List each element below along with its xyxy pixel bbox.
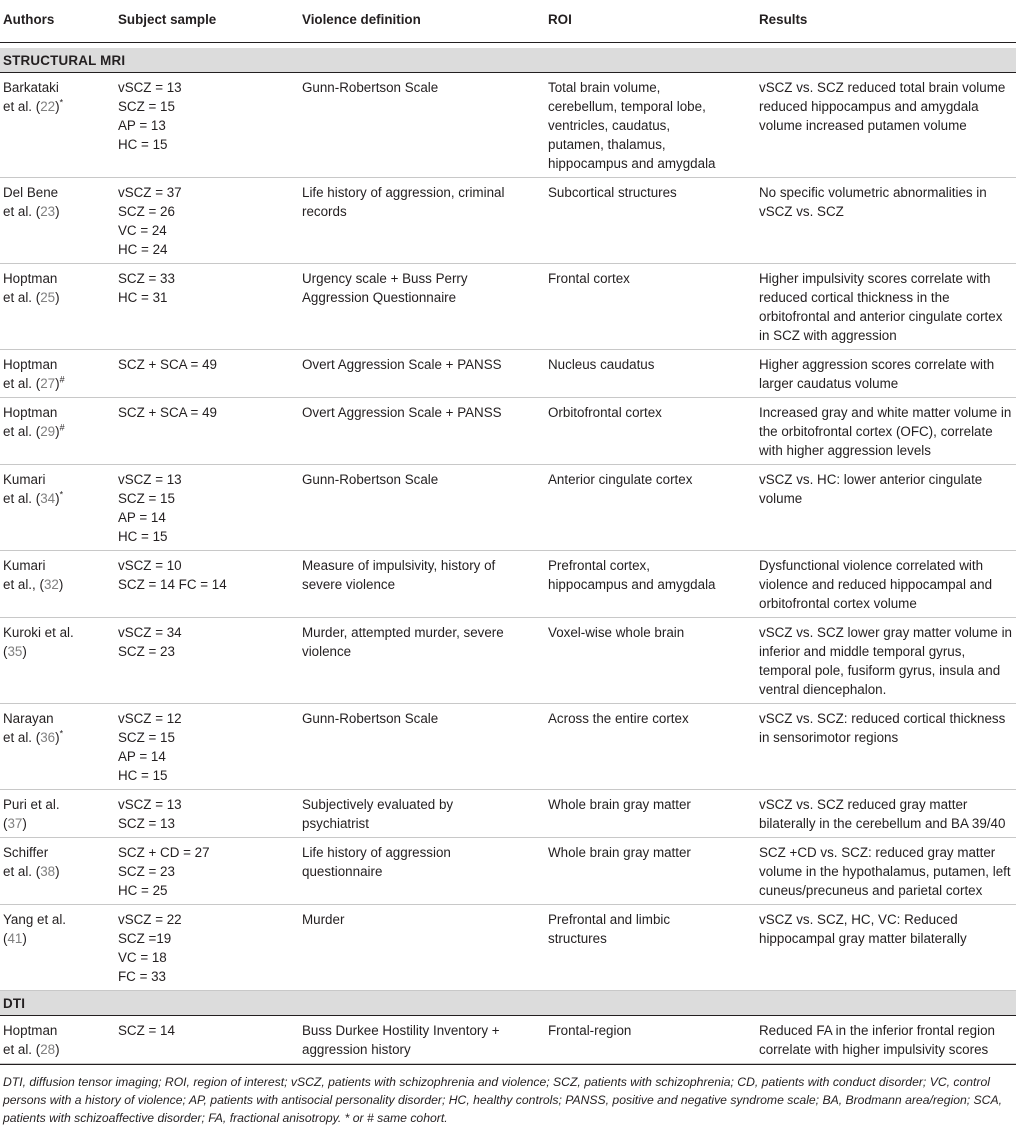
sample-line: vSCZ = 22 xyxy=(118,912,182,927)
cohort-mark: * xyxy=(59,728,64,739)
cell-authors xyxy=(0,178,116,264)
roi-line: Subcortical structures xyxy=(548,185,677,200)
cell-results xyxy=(757,350,1016,398)
definition-line: Murder xyxy=(302,912,345,927)
results-line: vSCZ vs. SCZ lower gray matter volume in xyxy=(759,625,1012,640)
citation-prefix: et al. ( xyxy=(3,491,41,506)
sample-line: HC = 15 xyxy=(118,137,168,152)
citation-prefix: et al. ( xyxy=(3,376,41,391)
results-line: Higher aggression scores correlate with xyxy=(759,357,995,372)
cell-results xyxy=(757,1016,1016,1064)
citation-prefix: et al. ( xyxy=(3,1042,41,1057)
roi-line: Total brain volume, xyxy=(548,80,661,95)
results-line: larger caudatus volume xyxy=(759,376,899,391)
cell-subject-sample xyxy=(116,178,300,264)
cell-subject-sample xyxy=(116,350,300,398)
cell-subject-sample xyxy=(116,398,300,465)
cell-violence-definition xyxy=(300,264,546,350)
citation-prefix: et al. ( xyxy=(3,864,41,879)
reference-link[interactable]: 22 xyxy=(40,99,56,114)
table-row xyxy=(0,264,1016,350)
section-title: DTI xyxy=(0,991,1016,1016)
results-line: inferior and middle temporal gyrus, xyxy=(759,644,966,659)
definition-line: severe violence xyxy=(302,577,396,592)
cell-subject-sample xyxy=(116,73,300,178)
cell-results xyxy=(757,398,1016,465)
definition-line: Urgency scale + Buss Perry xyxy=(302,271,468,286)
cell-violence-definition xyxy=(300,1016,546,1064)
results-line: vSCZ vs. SCZ, HC, VC: Reduced xyxy=(759,912,958,927)
citation-suffix: ) xyxy=(55,1042,60,1057)
reference-link[interactable]: 38 xyxy=(40,864,56,879)
reference-link[interactable]: 34 xyxy=(40,491,56,506)
citation-prefix: et al. ( xyxy=(3,204,41,219)
author-citation xyxy=(3,422,114,441)
results-line: with higher aggression levels xyxy=(759,443,931,458)
sample-line: SCZ + SCA = 49 xyxy=(118,357,217,372)
results-line: SCZ +CD vs. SCZ: reduced gray matter xyxy=(759,845,996,860)
cohort-mark: * xyxy=(59,97,64,108)
header-authors: Authors xyxy=(0,0,116,43)
table-row xyxy=(0,551,1016,618)
sample-line: SCZ = 15 xyxy=(118,730,175,745)
sample-line: vSCZ = 34 xyxy=(118,625,182,640)
definition-line: Gunn-Robertson Scale xyxy=(302,711,439,726)
results-line: ventral diencephalon. xyxy=(759,682,887,697)
roi-line: Frontal-region xyxy=(548,1023,632,1038)
roi-line: putamen, thalamus, xyxy=(548,137,666,152)
header-results: Results xyxy=(757,0,1016,43)
sample-line: HC = 15 xyxy=(118,768,168,783)
cell-subject-sample xyxy=(116,551,300,618)
results-line: violence and reduced hippocampal and xyxy=(759,577,993,592)
table-row xyxy=(0,73,1016,178)
definition-line: violence xyxy=(302,644,352,659)
results-line: vSCZ vs. SCZ reduced gray matter xyxy=(759,797,968,812)
cohort-mark: # xyxy=(59,422,65,433)
roi-line: Anterior cingulate cortex xyxy=(548,472,693,487)
citation-prefix: et al., ( xyxy=(3,577,44,592)
cell-subject-sample xyxy=(116,704,300,790)
roi-line: Prefrontal cortex, xyxy=(548,558,650,573)
results-line: vSCZ vs. SCZ reduced total brain volume xyxy=(759,80,1006,95)
author-name: Hoptman xyxy=(3,1023,58,1038)
definition-line: questionnaire xyxy=(302,864,383,879)
sample-line: SCZ = 23 xyxy=(118,864,175,879)
cell-subject-sample xyxy=(116,1016,300,1064)
results-line: orbitofrontal and anterior cingulate cortex xyxy=(759,309,1003,324)
sample-line: SCZ = 14 xyxy=(118,1023,175,1038)
cell-roi xyxy=(546,905,757,991)
cell-subject-sample xyxy=(116,465,300,551)
cell-roi xyxy=(546,790,757,838)
citation-prefix: et al. ( xyxy=(3,730,41,745)
cell-authors xyxy=(0,551,116,618)
reference-link[interactable]: 36 xyxy=(40,730,56,745)
table-row xyxy=(0,618,1016,704)
table-footnote: DTI, diffusion tensor imaging; ROI, region of interest; vSCZ, patients with schizophrenia and violence; SCZ, patients with schizophrenia; CD, patients with conduct disorder; VC, control persons with a history of violence; AP, patients with antisocial personality disorder; HC, healthy controls; PANSS, positive and negative syndrome scale; BA, Brodmann area/region; SCA, patients with schizoaffective disorder; FA, fractional anisotropy. * or # same cohort. xyxy=(0,1064,1016,1127)
reference-link[interactable]: 32 xyxy=(43,577,59,592)
table-row xyxy=(0,790,1016,838)
sample-line: SCZ = 15 xyxy=(118,99,175,114)
sample-line: SCZ = 23 xyxy=(118,644,175,659)
sample-line: HC = 24 xyxy=(118,242,168,257)
results-line: No specific volumetric abnormalities in xyxy=(759,185,987,200)
sample-line: AP = 14 xyxy=(118,749,166,764)
author-name: Hoptman xyxy=(3,357,58,372)
cell-roi xyxy=(546,838,757,905)
cell-subject-sample xyxy=(116,905,300,991)
citation-suffix: ) xyxy=(58,577,64,592)
table-row xyxy=(0,1016,1016,1064)
citation-prefix: ( xyxy=(3,644,8,659)
definition-line: Life history of aggression, criminal xyxy=(302,185,505,200)
header-roi: ROI xyxy=(546,0,757,43)
cell-roi xyxy=(546,264,757,350)
author-name: Puri et al. xyxy=(3,797,60,812)
citation-suffix: ) xyxy=(22,931,27,946)
results-line: the orbitofrontal cortex (OFC), correlate xyxy=(759,424,993,439)
author-citation xyxy=(3,1040,114,1059)
definition-line: psychiatrist xyxy=(302,816,369,831)
header-violence-definition: Violence definition xyxy=(300,0,546,43)
citation-suffix: ) xyxy=(55,376,60,391)
section-structural-mri xyxy=(0,48,1016,73)
sample-line: HC = 25 xyxy=(118,883,168,898)
sample-line: vSCZ = 13 xyxy=(118,797,182,812)
table-row xyxy=(0,838,1016,905)
table-row xyxy=(0,398,1016,465)
citation-suffix: ) xyxy=(22,816,27,831)
author-name: Kumari xyxy=(3,472,46,487)
cell-violence-definition xyxy=(300,350,546,398)
roi-line: structures xyxy=(548,931,607,946)
author-name: Barkataki xyxy=(3,80,59,95)
table-row xyxy=(0,905,1016,991)
sample-line: SCZ =19 xyxy=(118,931,172,946)
cell-authors xyxy=(0,264,116,350)
cell-violence-definition xyxy=(300,618,546,704)
reference-link[interactable]: 41 xyxy=(7,931,23,946)
cell-violence-definition xyxy=(300,551,546,618)
citation-suffix: ) xyxy=(55,290,60,305)
sample-line: AP = 13 xyxy=(118,118,166,133)
sample-line: vSCZ = 12 xyxy=(118,711,182,726)
citation-suffix: ) xyxy=(22,644,27,659)
definition-line: Aggression Questionnaire xyxy=(302,290,457,305)
results-line: Higher impulsivity scores correlate with xyxy=(759,271,991,286)
definition-line: Gunn-Robertson Scale xyxy=(302,472,439,487)
definition-line: Measure of impulsivity, history of xyxy=(302,558,496,573)
results-line: volume increased putamen volume xyxy=(759,118,967,133)
cell-violence-definition xyxy=(300,178,546,264)
cell-authors xyxy=(0,790,116,838)
citation-prefix: et al. ( xyxy=(3,290,41,305)
sample-line: HC = 15 xyxy=(118,529,168,544)
sample-line: FC = 33 xyxy=(118,969,167,984)
roi-line: Voxel-wise whole brain xyxy=(548,625,685,640)
cell-authors xyxy=(0,350,116,398)
citation-prefix: et al. ( xyxy=(3,424,41,439)
author-citation xyxy=(3,288,114,307)
cell-authors xyxy=(0,838,116,905)
results-line: hippocampal gray matter bilaterally xyxy=(759,931,967,946)
sample-line: SCZ + CD = 27 xyxy=(118,845,210,860)
definition-line: Murder, attempted murder, severe xyxy=(302,625,504,640)
results-line: Reduced FA in the inferior frontal region xyxy=(759,1023,995,1038)
results-line: correlate with higher impulsivity scores xyxy=(759,1042,989,1057)
reference-link[interactable]: 28 xyxy=(40,1042,56,1057)
author-citation xyxy=(3,202,114,221)
results-line: in SCZ with aggression xyxy=(759,328,897,343)
cell-roi xyxy=(546,350,757,398)
cell-results xyxy=(757,264,1016,350)
citation-prefix: et al. ( xyxy=(3,99,41,114)
sample-line: SCZ = 13 xyxy=(118,816,175,831)
sample-line: vSCZ = 10 xyxy=(118,558,182,573)
author-name: Hoptman xyxy=(3,271,58,286)
reference-link[interactable]: 25 xyxy=(40,290,56,305)
roi-line: Whole brain gray matter xyxy=(548,797,691,812)
cell-violence-definition xyxy=(300,465,546,551)
cohort-mark: * xyxy=(59,489,64,500)
results-line: volume in the hypothalamus, putamen, left xyxy=(759,864,1011,879)
results-line: vSCZ vs. SCZ xyxy=(759,204,844,219)
sample-line: VC = 24 xyxy=(118,223,167,238)
reference-link[interactable]: 23 xyxy=(40,204,56,219)
cell-results xyxy=(757,73,1016,178)
cell-results xyxy=(757,704,1016,790)
cell-violence-definition xyxy=(300,790,546,838)
roi-line: cerebellum, temporal lobe, xyxy=(548,99,706,114)
table-row xyxy=(0,465,1016,551)
definition-line: records xyxy=(302,204,347,219)
author-citation xyxy=(3,728,114,747)
cell-results xyxy=(757,838,1016,905)
sample-line: vSCZ = 13 xyxy=(118,80,182,95)
cell-roi xyxy=(546,73,757,178)
roi-line: hippocampus and amygdala xyxy=(548,577,716,592)
results-line: vSCZ vs. SCZ: reduced cortical thickness xyxy=(759,711,1006,726)
cell-authors xyxy=(0,1016,116,1064)
roi-line: Frontal cortex xyxy=(548,271,630,286)
cell-roi xyxy=(546,551,757,618)
author-citation xyxy=(3,97,114,116)
sample-line: SCZ = 33 xyxy=(118,271,175,286)
results-line: cuneus/precuneus and parietal cortex xyxy=(759,883,983,898)
author-citation xyxy=(3,814,114,833)
reference-link[interactable]: 29 xyxy=(40,424,56,439)
cell-results xyxy=(757,618,1016,704)
results-line: Increased gray and white matter volume in xyxy=(759,405,1012,420)
roi-line: hippocampus and amygdala xyxy=(548,156,716,171)
cell-violence-definition xyxy=(300,905,546,991)
citation-suffix: ) xyxy=(55,730,60,745)
roi-line: Whole brain gray matter xyxy=(548,845,691,860)
cell-roi xyxy=(546,465,757,551)
sample-line: VC = 18 xyxy=(118,950,167,965)
author-name: Kumari xyxy=(3,558,46,573)
citation-suffix: ) xyxy=(55,424,60,439)
cell-authors xyxy=(0,398,116,465)
author-citation xyxy=(3,929,114,948)
results-line: reduced hippocampus and amygdala xyxy=(759,99,979,114)
table-row xyxy=(0,178,1016,264)
author-citation xyxy=(3,374,114,393)
citation-suffix: ) xyxy=(55,204,60,219)
results-line: in sensorimotor regions xyxy=(759,730,899,745)
cell-authors xyxy=(0,73,116,178)
sample-line: vSCZ = 13 xyxy=(118,472,182,487)
definition-line: Gunn-Robertson Scale xyxy=(302,80,439,95)
author-name: Kuroki et al. xyxy=(3,625,74,640)
cell-authors xyxy=(0,905,116,991)
cell-roi xyxy=(546,618,757,704)
cell-roi xyxy=(546,704,757,790)
author-name: Schiffer xyxy=(3,845,49,860)
cell-authors xyxy=(0,704,116,790)
cell-subject-sample xyxy=(116,790,300,838)
roi-line: Nucleus caudatus xyxy=(548,357,655,372)
reference-link[interactable]: 35 xyxy=(7,644,23,659)
sample-line: SCZ + SCA = 49 xyxy=(118,405,217,420)
cell-results xyxy=(757,465,1016,551)
roi-line: Orbitofrontal cortex xyxy=(548,405,662,420)
cell-results xyxy=(757,178,1016,264)
results-line: Dysfunctional violence correlated with xyxy=(759,558,984,573)
cell-authors xyxy=(0,618,116,704)
author-name: Yang et al. xyxy=(3,912,67,927)
reference-link[interactable]: 37 xyxy=(7,816,23,831)
author-citation xyxy=(3,575,114,594)
sample-line: SCZ = 26 xyxy=(118,204,175,219)
sample-line: SCZ = 15 xyxy=(118,491,175,506)
table-row xyxy=(0,350,1016,398)
cell-roi xyxy=(546,398,757,465)
cell-results xyxy=(757,905,1016,991)
author-citation xyxy=(3,862,114,881)
reference-link[interactable]: 27 xyxy=(40,376,56,391)
author-citation xyxy=(3,489,114,508)
definition-line: Overt Aggression Scale + PANSS xyxy=(302,357,502,372)
citation-prefix: ( xyxy=(3,816,8,831)
results-line: reduced cortical thickness in the xyxy=(759,290,950,305)
roi-line: ventricles, caudatus, xyxy=(548,118,671,133)
cell-results xyxy=(757,551,1016,618)
author-name: Hoptman xyxy=(3,405,58,420)
citation-prefix: ( xyxy=(3,931,8,946)
citation-suffix: ) xyxy=(55,99,60,114)
section-dti xyxy=(0,991,1016,1016)
definition-line: Buss Durkee Hostility Inventory + xyxy=(302,1023,500,1038)
definition-line: Overt Aggression Scale + PANSS xyxy=(302,405,502,420)
sample-line: SCZ = 14 FC = 14 xyxy=(118,577,227,592)
results-line: vSCZ vs. HC: lower anterior cingulate xyxy=(759,472,983,487)
author-name: Del Bene xyxy=(3,185,59,200)
cell-roi xyxy=(546,178,757,264)
table-row xyxy=(0,704,1016,790)
citation-suffix: ) xyxy=(55,491,60,506)
results-line: orbitofrontal cortex volume xyxy=(759,596,917,611)
cell-roi xyxy=(546,1016,757,1064)
roi-line: Prefrontal and limbic xyxy=(548,912,671,927)
cell-violence-definition xyxy=(300,704,546,790)
definition-line: aggression history xyxy=(302,1042,411,1057)
cell-results xyxy=(757,790,1016,838)
section-title: STRUCTURAL MRI xyxy=(0,48,1016,73)
definition-line: Subjectively evaluated by xyxy=(302,797,454,812)
cell-authors xyxy=(0,465,116,551)
sample-line: vSCZ = 37 xyxy=(118,185,182,200)
cell-violence-definition xyxy=(300,838,546,905)
results-line: temporal pole, fusiform gyrus, insula and xyxy=(759,663,1001,678)
cell-violence-definition xyxy=(300,398,546,465)
header-row xyxy=(0,0,1016,43)
author-citation xyxy=(3,642,114,661)
header-subject-sample: Subject sample xyxy=(116,0,300,43)
roi-line: Across the entire cortex xyxy=(548,711,689,726)
cohort-mark: # xyxy=(59,374,65,385)
sample-line: AP = 14 xyxy=(118,510,166,525)
results-line: bilaterally in the cerebellum and BA 39/40 xyxy=(759,816,1006,831)
cell-subject-sample xyxy=(116,264,300,350)
cell-subject-sample xyxy=(116,838,300,905)
definition-line: Life history of aggression xyxy=(302,845,451,860)
cell-violence-definition xyxy=(300,73,546,178)
author-name: Narayan xyxy=(3,711,54,726)
citation-suffix: ) xyxy=(55,864,60,879)
sample-line: HC = 31 xyxy=(118,290,168,305)
results-line: volume xyxy=(759,491,803,506)
cell-subject-sample xyxy=(116,618,300,704)
